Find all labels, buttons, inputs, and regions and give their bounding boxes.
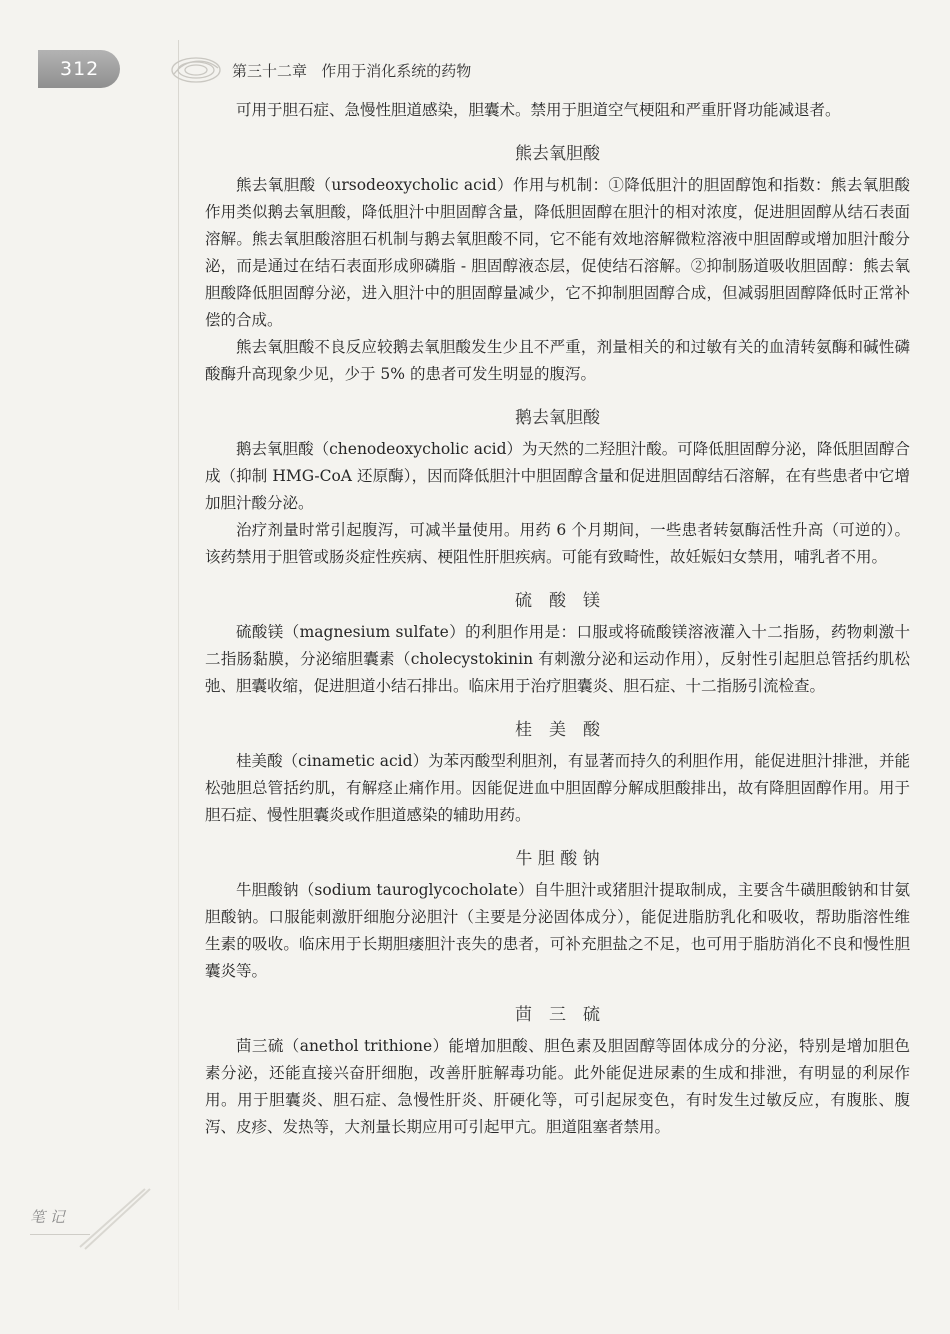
paragraph: 桂美酸（cinametic acid）为苯丙酸型利胆剂，有显著而持久的利胆作用，能促进胆汁排泄，并能松弛胆总管括约肌，有解痉止痛作用。因能促进血中胆固醇分解成胆酸排出，故有降胆固醇作用。用于胆石症、慢性胆囊炎或作胆道感染的辅助用药。 <box>205 752 910 824</box>
paragraph: 熊去氧胆酸不良反应较鹅去氧胆酸发生少且不严重，剂量相关的和过敏有关的血清转氨酶和碱性磷酸酶升高现象少见，少于 5% 的患者可发生明显的腹泻。 <box>205 338 910 383</box>
section-title: 鹅去氧胆酸 <box>515 408 600 428</box>
binding-edge-line <box>178 40 179 1310</box>
swirl-ornament-icon <box>168 50 224 90</box>
chapter-header: 第三十二章 作用于消化系统的药物 <box>232 62 472 80</box>
intro-paragraph: 可用于胆石症、急慢性胆道感染，胆囊术。禁用于胆道空气梗阻和严重肝肾功能减退者。 <box>236 101 841 119</box>
page-number-badge <box>38 50 120 88</box>
page-number: 312 <box>60 58 100 80</box>
section-title: 茴 三 硫 <box>515 1005 600 1025</box>
section-title: 硫 酸 镁 <box>515 591 600 611</box>
paragraph: 熊去氧胆酸（ursodeoxycholic acid）作用与机制：①降低胆汁的胆固醇饱和指数：熊去氧胆酸作用类似鹅去氧胆酸，降低胆汁中胆固醇含量，降低胆固醇在胆汁的相对浓度，促进胆固醇从结石表面溶解。熊去氧胆酸溶胆石机制与鹅去氧胆酸不同，它不能有效地溶解微粒溶液中胆固醇或增加胆汁酸分泌，而是通过在结石表面形成卵磷脂 - 胆固醇液态层，促使结石溶解。②抑制肠道吸收胆固醇：熊去氧胆酸降低胆固醇分泌，进入胆汁中的胆固醇量减少，它不抑制胆固醇合成，但减弱胆固醇降低时正常补偿的合成。 <box>205 176 910 329</box>
paragraph: 鹅去氧胆酸（chenodeoxycholic acid）为天然的二羟胆汁酸。可降低胆固醇分泌，降低胆固醇合成（抑制 HMG-CoA 还原酶），因而降低胆汁中胆固醇含量和促进胆固醇结石溶解，在有些患者中它增加胆汁酸分泌。 <box>205 440 910 512</box>
notes-divider <box>30 1234 90 1235</box>
notes-label: 笔 记 <box>30 1208 65 1226</box>
paragraph: 治疗剂量时常引起腹泻，可减半量使用。用药 6 个月期间，一些患者转氨酶活性升高（可逆的）。该药禁用于胆管或肠炎症性疾病、梗阻性肝胆疾病。可能有致畸性，故妊娠妇女禁用，哺乳者不用。 <box>205 521 910 566</box>
section-title: 牛 胆 酸 钠 <box>515 849 600 869</box>
pen-icon <box>55 1185 155 1255</box>
section-title: 熊去氧胆酸 <box>515 144 600 164</box>
section-title: 桂 美 酸 <box>515 720 600 740</box>
paragraph: 茴三硫（anethol trithione）能增加胆酸、胆色素及胆固醇等固体成分的分泌，特别是增加胆色素分泌，还能直接兴奋肝细胞，改善肝脏解毒功能。此外能促进尿素的生成和排泄，有明显的利尿作用。用于胆囊炎、胆石症、急慢性肝炎、肝硬化等，可引起尿变色，有时发生过敏反应，有腹胀、腹泻、皮疹、发热等，大剂量长期应用可引起甲亢。胆道阻塞者禁用。 <box>205 1037 910 1136</box>
main-content <box>205 97 910 1141</box>
paragraph: 硫酸镁（magnesium sulfate）的利胆作用是：口服或将硫酸镁溶液灌入十二指肠，药物刺激十二指肠黏膜，分泌缩胆囊素（cholecystokinin 有刺激分泌和运动作用），反射性引起胆总管括约肌松弛、胆囊收缩，促进胆道小结石排出。临床用于治疗胆囊炎、胆石症、十二指肠引流检查。 <box>205 623 910 695</box>
paragraph: 牛胆酸钠（sodium tauroglycocholate）自牛胆汁或猪胆汁提取制成，主要含牛磺胆酸钠和甘氨胆酸钠。口服能刺激肝细胞分泌胆汁（主要是分泌固体成分），能促进脂肪乳化和吸收，帮助脂溶性维生素的吸收。临床用于长期胆瘘胆汁丧失的患者，可补充胆盐之不足，也可用于脂肪消化不良和慢性胆囊炎等。 <box>205 881 910 980</box>
